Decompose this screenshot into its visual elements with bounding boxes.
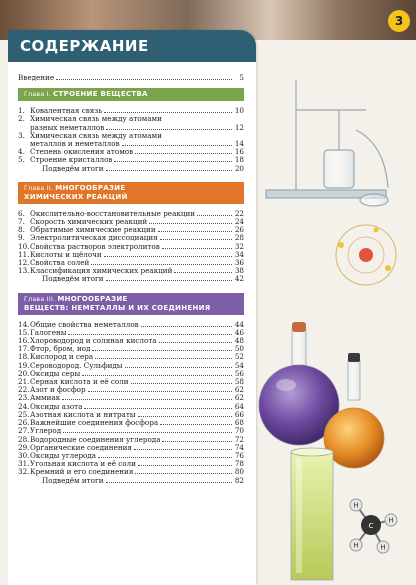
toc-entry xyxy=(18,321,244,329)
entry-title: Скорость химических реакций xyxy=(30,218,148,227)
entry-number: 23. xyxy=(18,393,30,403)
entry-page: 16 xyxy=(234,147,244,157)
entry-title: разных неметаллов xyxy=(30,123,105,132)
entry-page: 78 xyxy=(234,459,244,469)
entry-title: Химическая связь между атомами xyxy=(30,115,162,124)
atom-model-icon xyxy=(336,225,396,285)
entry-title: Важнейшие соединения фосфора xyxy=(30,419,159,428)
entry-page: 10 xyxy=(234,106,244,116)
chapter-label: Глава I. xyxy=(24,91,52,99)
entry-number: 9. xyxy=(18,233,25,243)
entry-title: Серная кислота и её соли xyxy=(30,378,129,387)
entry-title: металлов и неметаллов xyxy=(30,140,120,149)
chapter-heading xyxy=(18,88,244,101)
entry-title: Азотная кислота и нитраты xyxy=(30,410,136,419)
entry-number: 3. xyxy=(18,130,25,140)
chapter-heading xyxy=(18,293,244,315)
entry-number: 21. xyxy=(18,377,30,387)
summary-row xyxy=(18,477,244,485)
entry-title: Фтор, бром, иод xyxy=(30,345,91,354)
entry-number: 4. xyxy=(18,147,25,157)
entry-title: Углерод xyxy=(30,427,62,436)
entry-number: 24. xyxy=(18,401,30,411)
entry-page: 44 xyxy=(234,319,244,329)
toc-entry xyxy=(18,468,244,476)
entry-title: Подведём итоги xyxy=(42,476,104,485)
page-number-badge: 3 xyxy=(388,10,410,32)
entry-title: Галогены xyxy=(30,328,67,337)
toc-entry xyxy=(18,419,244,427)
toc-entry xyxy=(18,218,244,226)
toc-entry xyxy=(18,234,244,242)
toc-entry xyxy=(18,452,244,460)
entry-title: Сероводород. Сульфиды xyxy=(30,361,123,370)
entry-title: Органические соединения xyxy=(30,443,132,452)
toc-header xyxy=(8,30,256,62)
entry-title: Свойства растворов электролитов xyxy=(30,242,160,251)
entry-number: 16. xyxy=(18,336,30,346)
toc-entry xyxy=(18,436,244,444)
toc-entry xyxy=(18,362,244,370)
entry-page: 74 xyxy=(234,442,244,452)
entry-page: 54 xyxy=(234,360,244,370)
entry-number: 14. xyxy=(18,319,30,329)
entry-title: Кремний и его соединения xyxy=(30,468,134,477)
entry-number: 11. xyxy=(18,249,30,259)
green-cylinder-icon xyxy=(291,448,333,580)
entry-number: 18. xyxy=(18,352,30,362)
entry-number: 20. xyxy=(18,368,30,378)
entry-title: Окислительно-восстановительные реакции xyxy=(30,209,196,218)
entry-number: 7. xyxy=(18,217,25,227)
entry-page: 14 xyxy=(234,139,244,149)
toc-entry xyxy=(18,337,244,345)
entry-page: 56 xyxy=(234,368,244,378)
toc-entry xyxy=(18,345,244,353)
entry-page: 38 xyxy=(234,266,244,276)
atom-h-label: H xyxy=(388,516,394,525)
toc-entry xyxy=(18,370,244,378)
toc-entry xyxy=(18,394,244,402)
entry-number: 22. xyxy=(18,385,30,395)
toc-title: СОДЕРЖАНИЕ xyxy=(20,37,149,55)
entry-page: 46 xyxy=(234,327,244,337)
atom-h-label: H xyxy=(380,543,386,552)
toc-entry xyxy=(18,148,244,156)
entry-page: 26 xyxy=(234,225,244,235)
entry-title: Строение кристаллов xyxy=(30,156,113,165)
toc-entry xyxy=(18,132,244,140)
chapter-heading xyxy=(18,182,244,204)
entry-number: 17. xyxy=(18,344,30,354)
chapters-list xyxy=(18,88,244,488)
intro-page: 5 xyxy=(239,73,244,82)
entry-page: 22 xyxy=(234,208,244,218)
entry-page: 32 xyxy=(234,241,244,251)
toc-entry xyxy=(18,259,244,267)
entry-title: Азот и фосфор xyxy=(30,386,86,395)
entry-page: 42 xyxy=(234,274,244,284)
entry-page: 18 xyxy=(234,155,244,165)
entry-title: Угольная кислота и её соли xyxy=(30,460,136,469)
entry-number: 8. xyxy=(18,225,25,235)
intro-title: Введение xyxy=(18,74,55,82)
entry-title: Электролитическая диссоциация xyxy=(30,234,158,243)
toc-entry xyxy=(18,353,244,361)
toc-entry xyxy=(18,267,244,275)
toc-entry xyxy=(18,444,244,452)
toc-entry xyxy=(18,107,244,115)
entry-page: 58 xyxy=(234,377,244,387)
entry-title: Обратимые химические реакции xyxy=(30,226,156,235)
entry-number: 28. xyxy=(18,434,30,444)
toc-entry xyxy=(18,386,244,394)
entry-page: 82 xyxy=(234,475,244,485)
entry-page: 52 xyxy=(234,352,244,362)
entry-number: 26. xyxy=(18,418,30,428)
entry-number: 25. xyxy=(18,409,30,419)
entry-number: 15. xyxy=(18,327,30,337)
entry-page: 76 xyxy=(234,450,244,460)
toc-entry xyxy=(18,378,244,386)
atom-h-label: H xyxy=(353,541,359,550)
entry-number: 1. xyxy=(18,106,25,116)
atom-h-label: H xyxy=(353,501,359,510)
entry-title: Хлороводород и соляная кислота xyxy=(30,337,157,346)
toc-entry xyxy=(18,243,244,251)
entry-title: Подведём итоги xyxy=(42,275,104,284)
chapter-title: МНОГООБРАЗИЕ xyxy=(55,183,126,192)
entry-title: Водородные соединения углерода xyxy=(30,435,161,444)
entry-number: 13. xyxy=(18,266,30,276)
entry-page: 66 xyxy=(234,409,244,419)
chapter-label: Глава III. xyxy=(24,295,56,303)
entry-number: 30. xyxy=(18,450,30,460)
entry-page: 62 xyxy=(234,393,244,403)
entry-title: Оксиды углерода xyxy=(30,451,97,460)
chapter-title: ХИМИЧЕСКИХ РЕАКЦИЙ xyxy=(24,192,128,201)
chapter-label: Глава II. xyxy=(24,184,54,192)
toc-entry xyxy=(18,140,244,148)
entry-page: 62 xyxy=(234,385,244,395)
lab-apparatus xyxy=(266,80,388,206)
entry-number: 2. xyxy=(18,114,25,124)
toc-intro-row xyxy=(18,74,244,82)
toc-entry xyxy=(18,156,244,164)
toc-entry xyxy=(18,115,244,123)
entry-title: Ковалентная связь xyxy=(30,107,103,116)
toc-entry xyxy=(18,251,244,259)
chemistry-illustration xyxy=(256,40,416,585)
methane-molecule-icon xyxy=(350,499,397,553)
entry-page: 72 xyxy=(234,434,244,444)
entry-title: Свойства солей xyxy=(30,259,90,268)
toc-entry xyxy=(18,226,244,234)
entry-page: 34 xyxy=(234,249,244,259)
entry-title: Химическая связь между атомами xyxy=(30,131,162,140)
entry-page: 48 xyxy=(234,336,244,346)
toc-entry xyxy=(18,411,244,419)
entry-page: 24 xyxy=(234,217,244,227)
entry-number: 27. xyxy=(18,426,30,436)
entry-title: Кислоты и щёлочи xyxy=(30,250,102,259)
toc-entry xyxy=(18,460,244,468)
toc-entry xyxy=(18,427,244,435)
atom-c-label: C xyxy=(368,522,374,530)
entry-title: Оксиды серы xyxy=(30,369,81,378)
entry-page: 50 xyxy=(234,344,244,354)
table-of-contents xyxy=(8,30,256,585)
toc-content xyxy=(8,74,256,488)
entry-page: 70 xyxy=(234,426,244,436)
entry-title: Кислород и сера xyxy=(30,353,94,362)
entry-title: Аммиак xyxy=(30,394,61,403)
toc-entry xyxy=(18,329,244,337)
entry-title: Классификация химических реакций xyxy=(30,267,173,276)
summary-row xyxy=(18,165,244,173)
entry-page: 80 xyxy=(234,467,244,477)
entry-number: 31. xyxy=(18,459,30,469)
entry-number: 6. xyxy=(18,208,25,218)
toc-entry xyxy=(18,403,244,411)
toc-entry xyxy=(18,210,244,218)
entry-title: Подведём итоги xyxy=(42,164,104,173)
entry-number: 5. xyxy=(18,155,25,165)
entry-page: 20 xyxy=(234,163,244,173)
chapter-title: ВЕЩЕСТВ: НЕМЕТАЛЛЫ И ИХ СОЕДИНЕНИЯ xyxy=(24,303,211,312)
entry-title: Общие свойства неметаллов xyxy=(30,320,139,329)
entry-number: 19. xyxy=(18,360,30,370)
entry-page: 68 xyxy=(234,418,244,428)
entry-number: 12. xyxy=(18,258,30,268)
entry-number: 32. xyxy=(18,467,30,477)
entry-number: 10. xyxy=(18,241,30,251)
toc-entry xyxy=(18,124,244,132)
entry-page: 12 xyxy=(234,122,244,132)
entry-title: Степень окисления атомов xyxy=(30,148,134,157)
entry-number: 29. xyxy=(18,442,30,452)
chapter-title: СТРОЕНИЕ ВЕЩЕСТВА xyxy=(53,90,148,99)
chapter-title: МНОГООБРАЗИЕ xyxy=(57,294,128,303)
entry-page: 64 xyxy=(234,401,244,411)
entry-page: 36 xyxy=(234,258,244,268)
entry-page: 28 xyxy=(234,233,244,243)
entry-title: Оксиды азота xyxy=(30,402,83,411)
summary-row xyxy=(18,275,244,283)
